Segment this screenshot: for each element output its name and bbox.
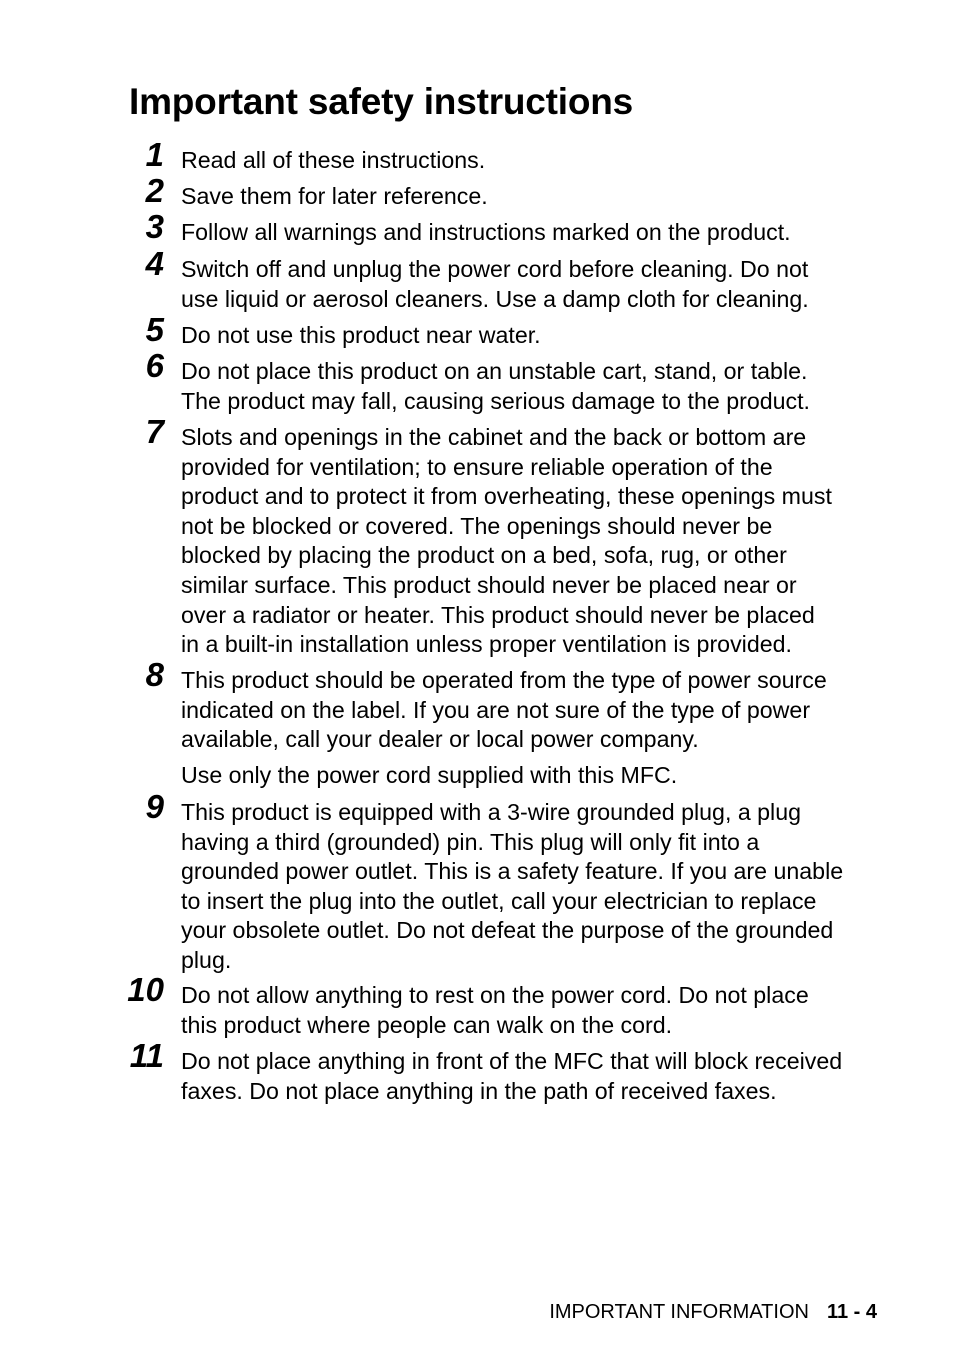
footer-section-title: IMPORTANT INFORMATION <box>549 1301 809 1323</box>
instruction-text: Read all of these instructions. <box>181 147 486 173</box>
instruction-text: Follow all warnings and instructions marked on the product. <box>181 219 791 245</box>
instruction-text: Do not place this product on an unstable cart, stand, or table. The product may fall, causing serious damage to the product. <box>181 358 810 414</box>
instruction-text: Do not use this product near water. <box>181 322 541 348</box>
instruction-text: This product is equipped with a 3-wire grounded plug, a plug having a third (grounded) pin. This plug will only fit into a grounded power outlet. This is a safety feature. If you are unable to insert the plug into the outlet, call your electrician to replace your obsolete outlet. Do not defeat the purpose of the grounded plug. <box>181 799 844 973</box>
instruction-text: Switch off and unplug the power cord before cleaning. Do not use liquid or aerosol cleaners. Use a damp cloth for cleaning. <box>181 256 809 312</box>
instruction-number: 3 <box>145 208 164 245</box>
instruction-text: Save them for later reference. <box>181 183 488 209</box>
instruction-number: 6 <box>145 347 164 384</box>
instruction-text: Slots and openings in the cabinet and the back or bottom are provided for ventilation; to ensure reliable operation of the product and to protect it from overheating, these openings must not be blocked or covered. The openings should never be blocked by placing the product on a bed, sofa, rug, or other similar surface. This product should never be placed near or over a radiator or heater. This product should never be placed in a built-in installation unless proper ventilation is provided. <box>181 424 832 658</box>
instruction-number: 9 <box>145 788 164 825</box>
instruction-number: 1 <box>145 136 164 173</box>
instruction-text: Do not place anything in front of the MFC that will block received faxes. Do not place anything in the path of received faxes. <box>181 1048 843 1104</box>
page-footer <box>549 1299 877 1325</box>
instruction-number: 2 <box>145 172 164 209</box>
instruction-number: 4 <box>145 245 164 282</box>
instruction-note: Use only the power cord supplied with this MFC. <box>181 762 678 788</box>
instruction-number: 8 <box>145 656 164 693</box>
footer-page-number: 11 - 4 <box>826 1301 877 1323</box>
page-title: Important safety instructions <box>129 81 634 122</box>
instruction-number: 5 <box>145 311 164 348</box>
instruction-number: 11 <box>129 1037 164 1074</box>
instruction-number: 7 <box>145 413 164 450</box>
instruction-text: Do not allow anything to rest on the power cord. Do not place this product where people can walk on the cord. <box>181 982 809 1038</box>
instruction-text: This product should be operated from the type of power source indicated on the label. If you are not sure of the type of power available, call your dealer or local power company. <box>181 667 827 753</box>
instruction-number: 10 <box>127 971 164 1008</box>
